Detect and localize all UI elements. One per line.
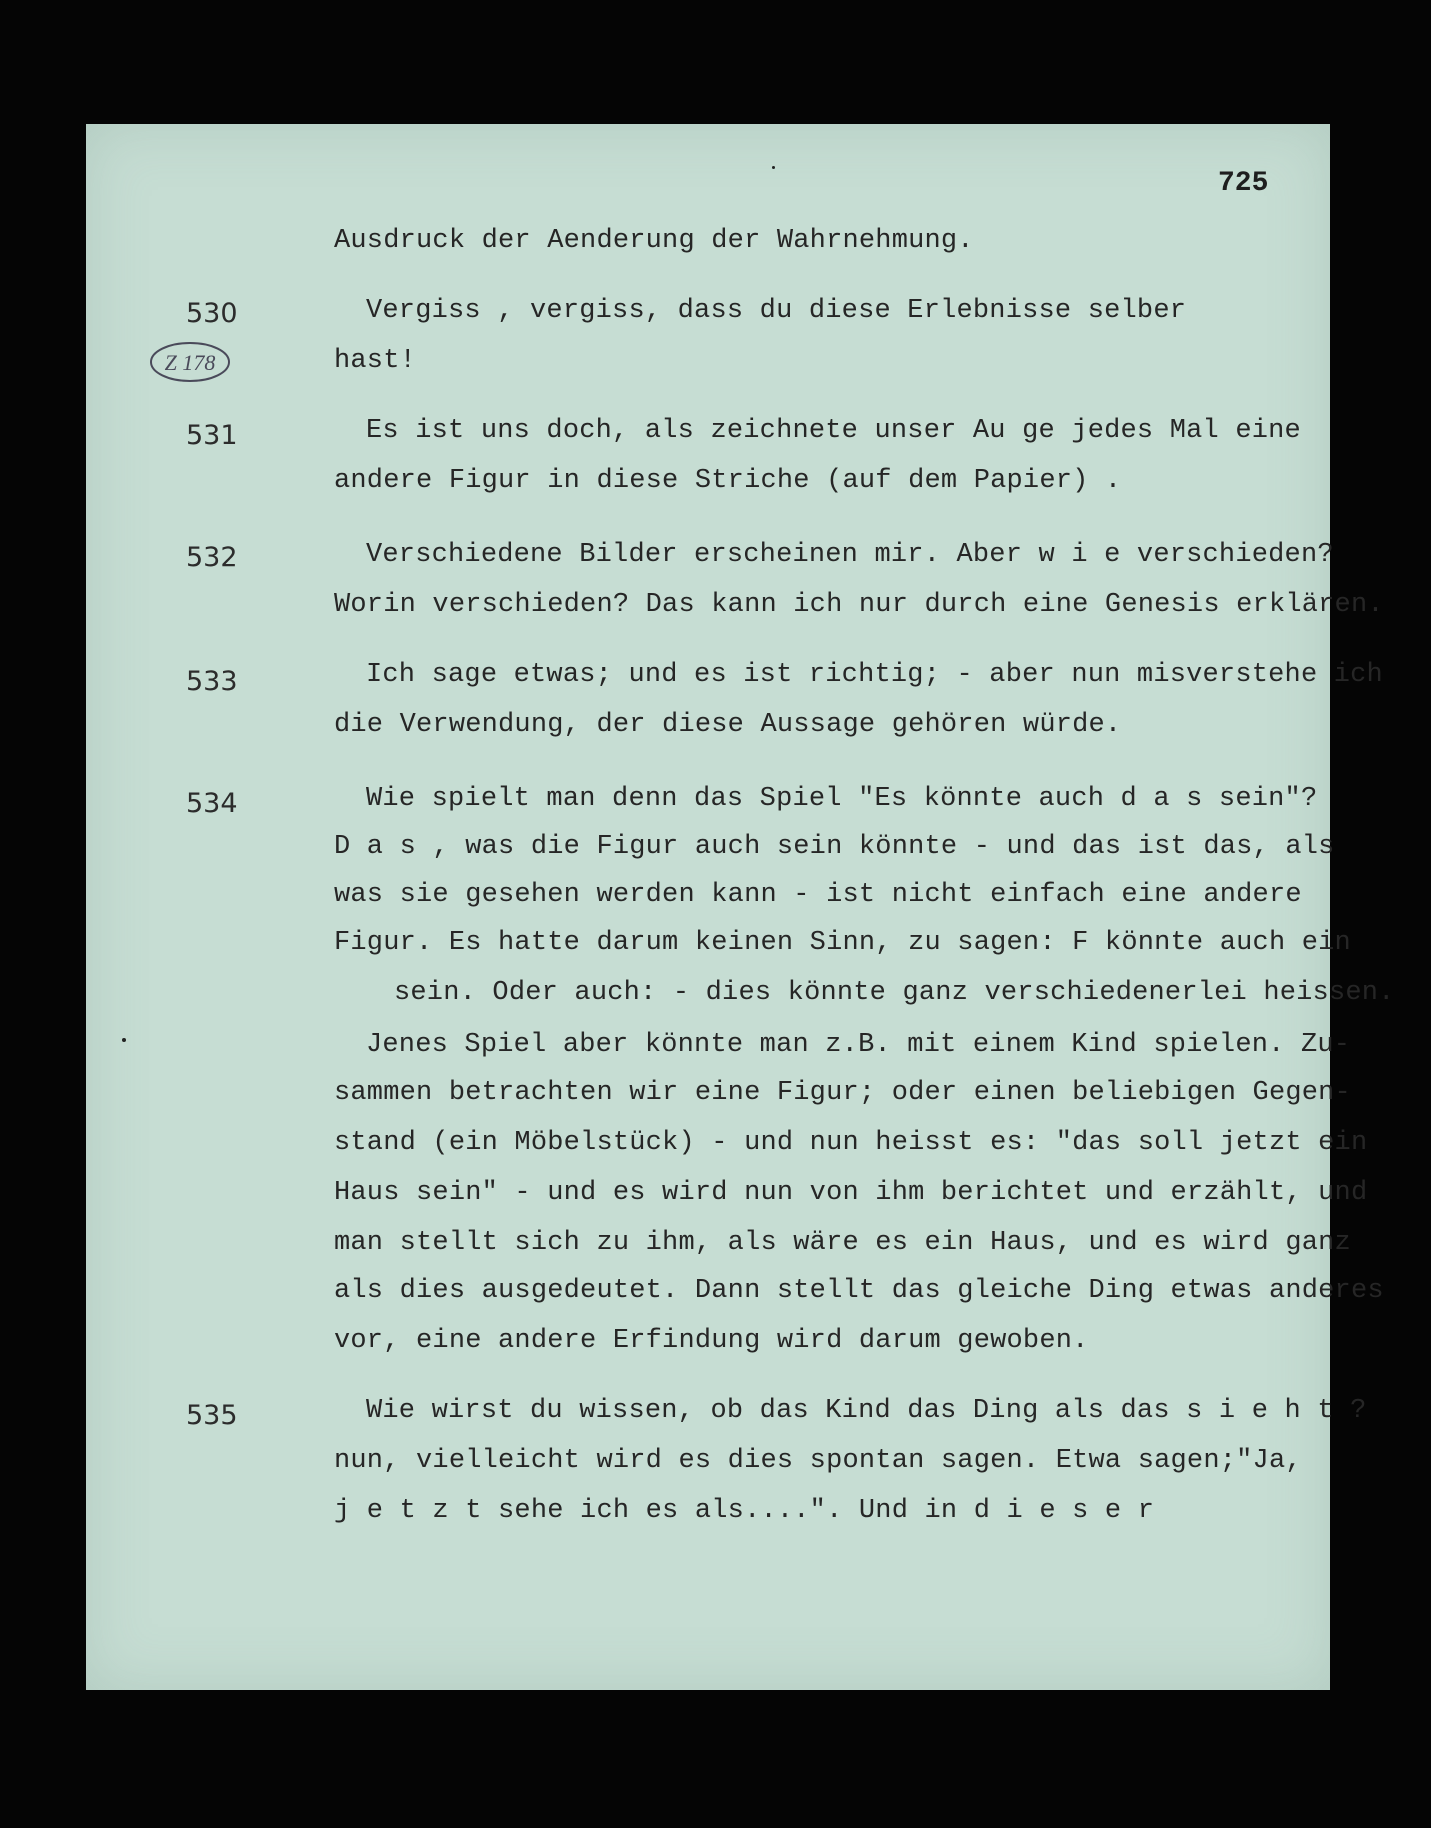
section-line: man stellt sich zu ihm, als wäre es ein Haus, und es wird ganz [334, 1228, 1351, 1258]
section-line: stand (ein Möbelstück) - und nun heisst es: "das soll jetzt ein [334, 1128, 1368, 1158]
page-number: 725 [1218, 168, 1269, 199]
stamp-text: Z 178 [164, 350, 216, 375]
section-line: Wie spielt man denn das Spiel "Es könnte auch d a s sein"? [366, 784, 1318, 814]
section-line: Es ist uns doch, als zeichnete unser Au ge jedes Mal eine [366, 416, 1301, 446]
section-line: Wie wirst du wissen, ob das Kind das Ding als das s i e h t ? [366, 1396, 1367, 1426]
section-number: 530 [186, 298, 238, 329]
section-number: 535 [186, 1400, 238, 1431]
punch-mark [122, 1038, 126, 1042]
section-line: hast! [334, 346, 417, 376]
section-line: die Verwendung, der diese Aussage gehören würde. [334, 710, 1122, 740]
section-line: was sie gesehen werden kann - ist nicht einfach eine andere [334, 880, 1302, 910]
section-number: 534 [186, 788, 238, 819]
section-line: D a s , was die Figur auch sein könnte - und das ist das, als [334, 832, 1335, 862]
section-number: 533 [186, 666, 238, 697]
section-line: andere Figur in diese Striche (auf dem Papier) . [334, 466, 1122, 496]
section-line: vor, eine andere Erfindung wird darum gewoben. [334, 1326, 1089, 1356]
section-line: j e t z t sehe ich es als....". Und in d i e s e r [334, 1496, 1155, 1526]
intro-line: Ausdruck der Aenderung der Wahrnehmung. [334, 226, 974, 256]
section-line: sein. Oder auch: - dies könnte ganz verschiedenerlei heissen. [394, 978, 1395, 1008]
section-line: Verschiedene Bilder erscheinen mir. Aber w i e verschieden? [366, 540, 1334, 570]
section-number: 532 [186, 542, 238, 573]
section-line: Jenes Spiel aber könnte man z.B. mit einem Kind spielen. Zu- [366, 1030, 1351, 1060]
section-line: als dies ausgedeutet. Dann stellt das gleiche Ding etwas anderes [334, 1276, 1384, 1306]
section-line: sammen betrachten wir eine Figur; oder einen beliebigen Gegen- [334, 1078, 1351, 1108]
section-line: Ich sage etwas; und es ist richtig; - aber nun misverstehe ich [366, 660, 1383, 690]
section-line: Figur. Es hatte darum keinen Sinn, zu sagen: F könnte auch ein [334, 928, 1351, 958]
section-line: nun, vielleicht wird es dies spontan sagen. Etwa sagen;"Ja, [334, 1446, 1302, 1476]
archive-stamp-icon [148, 340, 232, 384]
section-line: Worin verschieden? Das kann ich nur durch eine Genesis erklären. [334, 590, 1384, 620]
section-line: Haus sein" - und es wird nun von ihm berichtet und erzählt, und [334, 1178, 1368, 1208]
section-line: Vergiss , vergiss, dass du diese Erlebnisse selber [366, 296, 1187, 326]
ink-speck [772, 166, 775, 169]
section-number: 531 [186, 420, 238, 451]
